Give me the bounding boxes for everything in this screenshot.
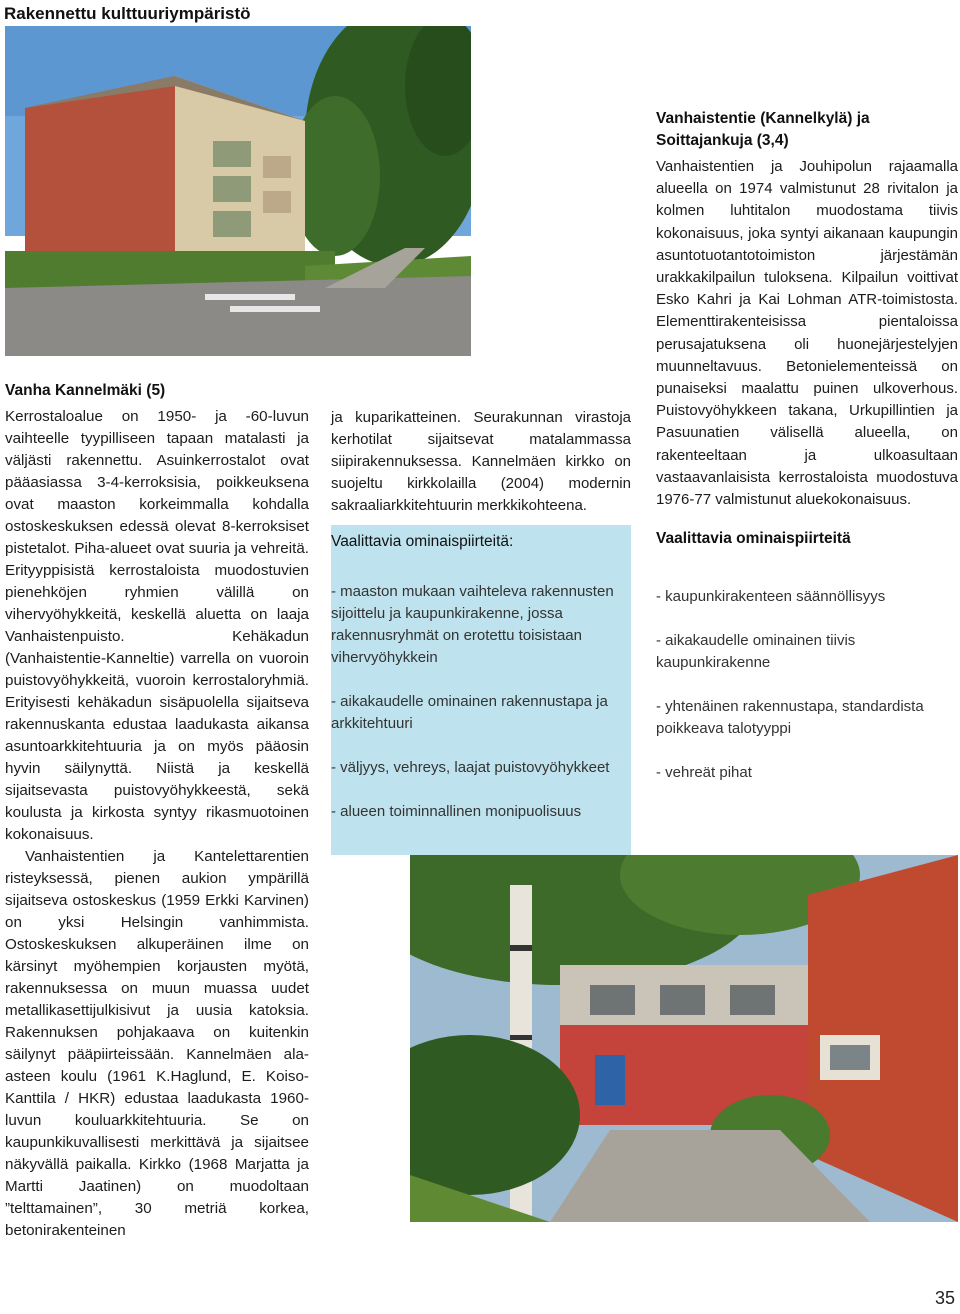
- section-vanhaistentie: [656, 108, 958, 511]
- section-heading: Vanhaistentie (Kannelkylä) ja Soittajankuja (3,4): [656, 110, 870, 149]
- features-heading: Vaalittavia ominaispiirteitä:: [331, 533, 514, 550]
- list-item: - yhtenäinen rakennustapa, standardista poikkeava talotyyppi: [656, 698, 924, 737]
- page-header: Rakennettu kulttuuriympäristö: [4, 4, 251, 23]
- features-list: [331, 581, 631, 845]
- list-item: - alueen toiminnallinen monipuolisuus: [331, 803, 582, 820]
- list-item: - väljyys, vehreys, laajat puistovyöhykkeet: [331, 759, 610, 776]
- list-item: - maaston mukaan vaihteleva rakennusten sijoittelu ja kaupunkirakenne, jossa rakennusryhmät on erotettu toisistaan vihervyöhykkein: [331, 583, 614, 666]
- section-heading: Vanha Kannelmäki (5): [5, 382, 166, 399]
- features-list: [656, 586, 958, 806]
- list-item: - aikakaudelle ominainen rakennustapa ja arkkitehtuuri: [331, 693, 608, 732]
- section-continuation: [331, 407, 631, 517]
- body-paragraph: Vanhaistentien ja Jouhipolun rajaamalla alueella on 1974 valmistunut 28 rivitalon ja kolmen luhtitalon muodostama tiivis kokonaisuus, joka syntyi aikanaan kaupungin asuntotuotantotoimiston järjestämän urakkakilpailun tuloksena. Kilpailun voittivat Esko Kahri ja Kai Lohman ATR-toimistosta. Elementtirakenteisissa pientaloissa perusajatuksena oli huonejärjestelyjen muunneltavuus. Betonielementeissä on punaiseksi maalattu puinen ulkoverhous. Puistovyöhykkeen takana, Urkupillintien ja Pasuunatien välisellä alueella, on rakenteeltaan ja ulkoasultaan vastaavanlaisista kerrostaloista muodostuva 1976-77 valmistunut aluekokonaisuus.: [656, 158, 958, 509]
- list-item: - aikakaudelle ominainen tiivis kaupunkirakenne: [656, 632, 856, 671]
- page-number: 35: [934, 1288, 955, 1308]
- rowhouse-courtyard-photo: [410, 855, 958, 1222]
- list-item: - vehreät pihat: [656, 764, 752, 781]
- features-box: [331, 525, 631, 855]
- features-heading: Vaalittavia ominaispiirteitä: [656, 530, 851, 547]
- apartment-street-photo: [5, 26, 471, 356]
- body-paragraph: Vanhaistentien ja Kantelettarentien risteyksessä, pienen aukion ympärillä sijaitseva ostoskeskus (1959 Erkki Karvinen) on yksi Helsingin vanhimmista. Ostoskeskuksen alkuperäinen ilme on kärsinyt myöhempien korjausten myötä, rakennuksessa on muun muassa uudet metallikasettijulkisivut ja uusia katoksia. Rakennuksen pohjakaava on kuitenkin säilynyt pääpiirteissään. Kannelmäen ala-asteen koulu (1961 K.Haglund, E. Koiso-Kanttila / HKR) edustaa laadukasta 1960-luvun kouluarkkitehtuuria. Se on kaupunkikuvallisesti merkittävä ja sijaitsee näkyvällä paikalla. Kirkko (1968 Marjatta ja Martti Jaatinen) on muodoltaan ”telttamainen”, 30 metriä korkea, betonirakenteinen: [5, 848, 309, 1239]
- list-item: - kaupunkirakenteen säännöllisyys: [656, 588, 886, 605]
- section-vanha-kannelmaki: [5, 380, 309, 1242]
- body-paragraph: Kerrostaloalue on 1950- ja -60-luvun vaihteelle tyypilliseen tapaan matalasti ja väljästi rakennettu. Asuinkerrostalot ovat pääasiassa 3-4-kerroksisia, poikkeuksena ovat maaston korkeimmalla kohdalla ostoskeskuksen edessä olevat 8-kerroksiset pistetalot. Piha-alueet ovat suuria ja vehreitä. Erityyppisistä kerrostaloista muodostuvien pienehköjen ryhmien välillä on vihervyöhykkeitä, keskellä aluetta on laaja Vanhaistenpuisto. Kehäkadun (Vanhaistentie-Kanneltie) varrella on vuoroin puistovyöhykkeitä, vuoroin kerrostaloryhmiä. Erityisesti kehäkadun sisäpuolella sijaitseva rakennuskanta edustaa laadukasta aikansa asuntoarkkitehtuuria ja on myös pääosin hyvin säilynyttä. Niistä ja keskellä sijaitsevasta puistovyöhykkeestä, sekä koulusta ja kirkosta syntyy rikasmuotoinen kokonaisuus.: [5, 408, 309, 843]
- body-paragraph: ja kuparikatteinen. Seurakunnan virastoja kerhotilat sijaitsevat matalammassa siipirakennuksessa. Kannelmäen kirkko on suojeltu kirkkolailla (2004) modernin sakraaliarkkitehtuurin merkkikohteena.: [331, 409, 631, 514]
